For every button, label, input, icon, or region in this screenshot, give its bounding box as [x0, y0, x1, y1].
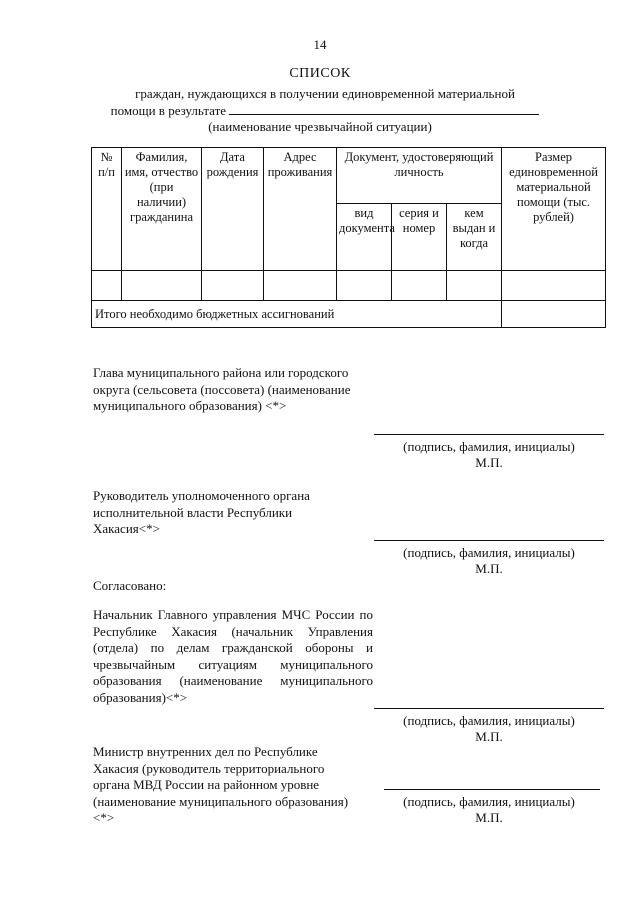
document-title: СПИСОК	[289, 66, 351, 81]
stamp-label: М.П.	[475, 561, 503, 576]
stamp-label: М.П.	[475, 455, 503, 470]
total-value	[502, 301, 606, 328]
header-doc-series: серия и номер	[392, 204, 447, 271]
signature-caption: (подпись, фамилия, инициалы)	[403, 439, 575, 454]
signature-4-title: Министр внутренних дел по Республике Хакасия (руководитель территориального органа МВД России на районном уровне (наименование муниципального образования)<*>	[93, 744, 349, 825]
signature-2-line	[374, 540, 604, 541]
header-doc-issued: кем выдан и когда	[447, 204, 502, 271]
signature-3-caption	[374, 713, 604, 745]
citizens-table	[91, 147, 606, 328]
table-cell	[447, 271, 502, 301]
emergency-name-blank	[229, 102, 539, 115]
table-row	[92, 271, 606, 301]
signature-4-line	[384, 789, 600, 790]
header-doc-type: вид документа	[337, 204, 392, 271]
table-cell	[92, 271, 122, 301]
signature-4-caption	[374, 794, 604, 826]
header-document: Документ, удостоверяющий личность	[337, 148, 502, 204]
table-cell	[502, 271, 606, 301]
subtitle-line-2: помощи в результате	[110, 103, 227, 118]
stamp-label: М.П.	[475, 810, 503, 825]
signature-1-title: Глава муниципального района или городского округа (сельсовета (поссовета) (наименование муниципального образования) <*>	[93, 365, 351, 413]
table-cell	[122, 271, 202, 301]
table-cell	[337, 271, 392, 301]
header-address: Адрес проживания	[264, 148, 337, 271]
stamp-label: М.П.	[475, 729, 503, 744]
subtitle-caption: (наименование чрезвычайной ситуации)	[208, 119, 432, 134]
agreed-label: Согласовано:	[93, 578, 167, 593]
signature-1-line	[374, 434, 604, 435]
signature-caption: (подпись, фамилия, инициалы)	[403, 713, 575, 728]
signature-3-line	[374, 708, 604, 709]
header-num: № п/п	[92, 148, 122, 271]
table-cell	[392, 271, 447, 301]
signature-caption: (подпись, фамилия, инициалы)	[403, 545, 575, 560]
table-cell	[264, 271, 337, 301]
signature-1-caption	[374, 439, 604, 471]
page-number: 14	[313, 37, 327, 52]
total-label: Итого необходимо бюджетных ассигнований	[92, 301, 502, 328]
header-name: Фамилия, имя, отчество (при наличии) гражданина	[122, 148, 202, 271]
table-cell	[202, 271, 264, 301]
subtitle-line-1: граждан, нуждающихся в получении единовременной материальной	[135, 86, 515, 101]
header-birth-date: Дата рождения	[202, 148, 264, 271]
signature-2-title: Руководитель уполномоченного органа исполнительной власти Республики Хакасия<*>	[93, 488, 310, 536]
total-row	[92, 301, 606, 328]
document-subtitle	[90, 86, 560, 119]
signature-3-title: Начальник Главного управления МЧС России по Республике Хакасия (начальник Управления (отдела) по делам гражданской обороны и чрезвычайным ситуациям муниципального образования (наименование муниципального образования)<*>	[93, 607, 373, 705]
header-amount: Размер единовременной материальной помощи (тыс. рублей)	[502, 148, 606, 271]
signature-2-caption	[374, 545, 604, 577]
signature-caption: (подпись, фамилия, инициалы)	[403, 794, 575, 809]
